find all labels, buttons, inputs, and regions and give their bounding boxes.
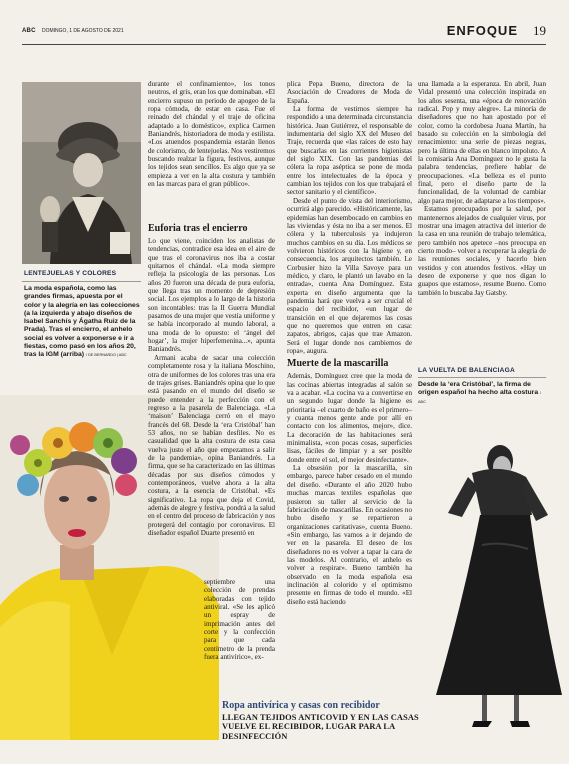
sidebar-title: Ropa antivírica y casas con recibidor	[222, 700, 380, 711]
caption-body-colors: La moda española, como las grandes firmas, apuesta por el color y la alegría en las colecciones (a la izquierda y abajo diseños de Isabel Sanchís y Ágatha Ruiz de la Prada). Tras el encierro, el anhelo social es volver a exponerse e ir a fiestas, como pasó en los años 20, tras la IGM (arriba) / DE BERNARDO | ABC	[24, 285, 140, 359]
paragraph: Además, Domínguez cree que la moda de las cocinas abiertas integradas al salón se va a acabar. «La cocina va a convertirse en un segundo lugar donde la higiene es prioritaria –el cuarto de baño es el primero– y cuanta menos gente ande por allí en contacto con los alimentos, mejor», dice. La decoración de las habitaciones será minimalista, «con pocas cosas, superficies lisas, fáciles de limpiar y a ser posible donde entre el sol, el mejor desinfectante».	[287, 372, 412, 464]
caption-body-balenciaga: Desde la ‘era Cristóbal’, la firma de origen español ha hecho alta costura / ABC	[418, 381, 542, 404]
page-header	[22, 22, 546, 44]
paragraph: Estamos preocupados por la salud, por mantenernos alejados de cualquier virus, por mostrar una imagen atractiva del interior de la casa en una reunión de trabajo telemática, pero también nos apetece –nos preocupa en cierto modo– volver a recuperar la alegría de las reuniones sociales, y hacerlo bien vestidos y con atuendos festivos. «Hay un deseo de exponerse y que nos digan lo guapos que estamos», resume Bueno. Como también lo buscaba Jay Gatsby.	[418, 205, 546, 297]
vintage-photo	[22, 82, 141, 264]
paragraph: Lo que viene, coinciden los analistas de tendencias, contradice esa idea en el aire de que tras el coronavirus nos iba a costar quitarnos el chándal. «La moda siempre refleja la psicología de las personas. Los años 20 fueron una década de pura euforia, que llega tras un momento de depresión social. Los ejemplos a lo largo de la historia son incontables: tras la II Guerra Mundial pasamos de una mujer que vestía uniforme y se había incorporado al mundo laboral, a una moda de lo opuesto: el ‘ángel del hogar’, la mujer hiperfemenina...», apunta Baniandrés.	[148, 237, 275, 354]
caption-divider	[22, 281, 141, 282]
sidebar-subtitle: LLEGAN TEJIDOS ANTICOVID Y EN LAS CASAS VUELVE EL RECIBIDOR, LUGAR PARA LA DESINFECCIÓN	[222, 713, 419, 741]
paragraph: Desde el punto de vista del interiorismo, ocurrirá algo parecido. «Históricamente, las epidemias han desembocado en cambios en las viviendas y ésta no iba a ser menos. El cólera y la tuberculosis ya indujeron muchos cambios en su día. Los médicos se volvieron históricos con la higiene y, en consecuencia, los arquitectos también. Le Corbusier hizo la Villa Savoye para un médico, y claro, le plantó un lavabo en la entrada», cuenta Ana Domínguez. Esta experta en diseño argumenta que la pandemia hará que vuelva a ser crucial el espacio del recibidor, «un lugar de transición en el que dejaremos las cosas que no queremos que entren en casa: zapatos, abrigos, cajas que trae Amazon. Será el lugar donde nos cambiemos de ropa», augura.	[287, 196, 412, 355]
article-column-2	[287, 80, 412, 606]
section-title: ENFOQUE	[446, 23, 518, 38]
paragraph: septiembre una colección de prendas elaboradas con tejido antiviral. «Se les aplicó un espray de imprimación antes del corte y la confección para que cada centímetro de la prenda fuera antivírico», ex-	[204, 578, 275, 662]
paragraph: plica Pepa Bueno, directora de la Asociación de Creadores de Moda de España.	[287, 80, 412, 105]
paragraph: La obsesión por la mascarilla, sin embargo, parece haber cesado en el mundo del diseño. «Durante el año 2020 hubo muchas marcas textiles españolas que pusieron su taller al servicio de la fabricación de mascarillas. En ocasiones no hubo diseño y se repartieron a organizaciones caritativas», cuenta Bueno. «Sin embargo, las vamos a ir dejando de ver en la pasarela. El deseo de los diseñadores no es volver a tapar la cara de las modelos. Al contrario, el anhelo es volver a respirar». Bueno también ha observado en la moda española esa inclinación al colorido y el optimismo presente en firmas de todo el mundo. «El diseño está haciendo	[287, 464, 412, 606]
article-column-1	[148, 220, 275, 537]
issue-date: DOMINGO, 1 DE AGOSTO DE 2021	[42, 28, 124, 34]
subheading-euforia: Euforia tras el encierro	[148, 223, 248, 234]
header-rule	[22, 44, 546, 45]
publication-name: ABC	[22, 28, 36, 34]
caption-title-colors: LENTEJUELAS Y COLORES	[24, 270, 117, 277]
article-column-1-wrap	[204, 578, 275, 661]
paragraph: Armani acaba de sacar una colección completamente rosa y la italiana Moschino, otra de uniformes de los colores tras una era de trajes grises. Baniandrés opina que lo que está pasando en el mundo del diseño se puede entender a la perfección con el regreso a la pasarela de Balenciaga. «La ‘maison’ Balenciaga cerró en el mayo francés del 68. Desde la ‘era Cristóbal’ han 53 años, no se habían desfiles. No es casualidad que la alta costura de esta casa vuelva justo el año que empezamos a salir de la pandemia», opina Baniandrés. La firma, que se ha caracterizado en las últimas décadas por sus diseños cómodos y contemporáneos, vuelve ahora a la alta costura, a la esencia de Cristóbal. «Es significativo. La ropa que deja el Covid, además de alegre y festiva, pondrá a la salud en el centro del proceso de fabricación y nos protegerá del contagio por coronavirus. El diseñador español Duarte presentó en	[148, 353, 275, 538]
balenciaga-photo	[422, 415, 569, 735]
paragraph: La forma de vestirnos siempre ha respondido a una determinada circunstancia histórica. Juan Gutiérrez, el responsable de indumentaria del siglo XX del Museo del Traje, recuerda que «las raíces de esto hay que buscarlas en las corrientes higienistas del siglo XIX. Con las pandemias del cólera la ropa aséptica se pone de moda entre los intelectuales de la época y cambian los tejidos con los que trabajará el sector sanitario y el científico».	[287, 105, 412, 197]
caption-divider	[418, 377, 546, 378]
article-column-1-top	[148, 80, 275, 188]
caption-title-balenciaga: LA VUELTA DE BALENCIAGA	[418, 367, 515, 374]
paragraph: una llamada a la esperanza. En abril, Juan Vidal presentó una colección inspirada en los años sesenta, una «época de renovación radical. Pop y muy alegre». La minoría de diseñadores que no han apostado por el color, como la cordobesa Juana Martín, ha basado su colección en la simbología del renacimiento: una serie de piezas negras, pero la última de ellas en blanco impoluto. A la comisaria Ana Domínguez no le gusta la palabra tendencias, prefiere hablar de preocupaciones. «La belleza es el punto final, pero el diseño parte de la funcionalidad, de la voluntad de cambiar algo para mejor, de adaptarse a los tiempos».	[418, 80, 546, 205]
page-number: 19	[533, 23, 546, 38]
subheading-mascarilla: Muerte de la mascarilla	[287, 358, 389, 370]
paragraph: durante el confinamiento», los tonos neutros, el gris, eran los que dominaban. «El encierro supuso un periodo de apogeo de la ropa cómoda, de estar en casa. Fue el reinado del chándal y el traje de oficina adaptado a lo doméstico», explica Carmen Baniandrés, historiadora de moda y estilista. «Los atuendos pospandemia estarán llenos de colorismo, de lentejuelas. Nos vestiremos buscando realzar la figura, festivos, aunque los tejidos sean sencillos. Es algo que ya se empieza a ver en la alta costura y también en las marcas para el gran público».	[148, 80, 275, 189]
article-column-3	[418, 80, 546, 297]
photo-credit: / ABC	[418, 391, 542, 404]
photo-credit: / DE BERNARDO | ABC	[85, 353, 127, 358]
